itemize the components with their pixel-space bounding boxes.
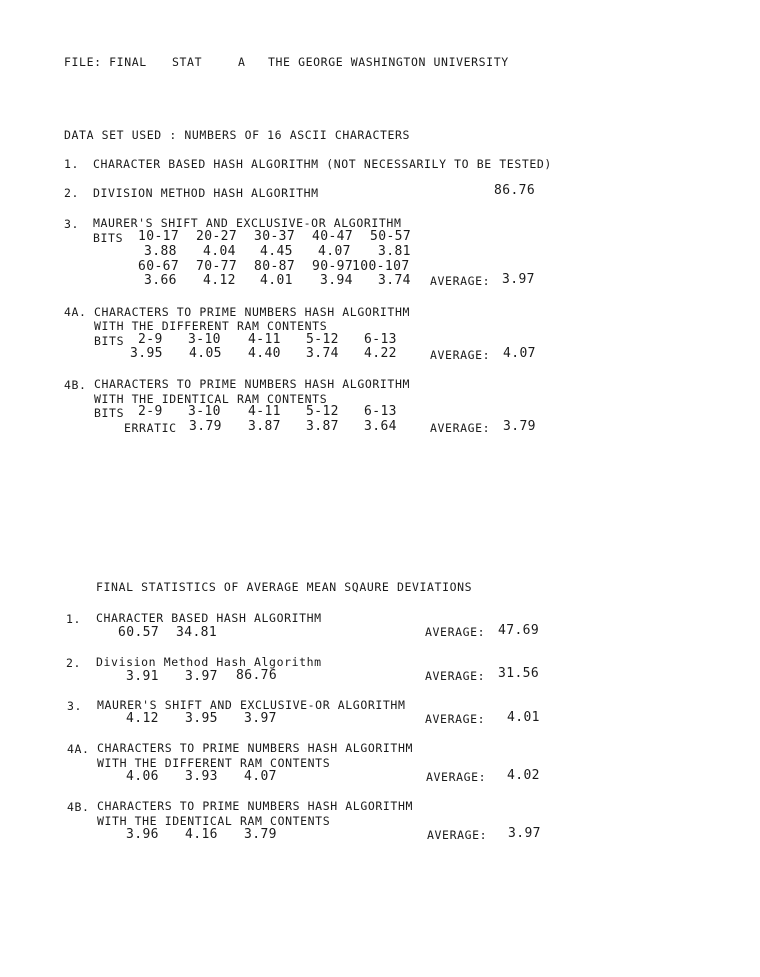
s4a-bits-label: BITS: [94, 334, 125, 348]
s1-number: 1.: [64, 157, 80, 171]
f4a-value: 4.06: [126, 769, 159, 784]
s3-value-cell: 4.12: [203, 273, 236, 288]
s4a-value-cell: 3.95: [130, 346, 163, 361]
f2-average-label: AVERAGE:: [425, 669, 486, 683]
f1-average-value: 47.69: [498, 623, 540, 638]
s3-value-cell: 4.01: [260, 273, 293, 288]
s4b-average-value: 3.79: [503, 419, 536, 434]
s4b-bits-label: BITS: [94, 406, 125, 420]
s4a-bits-cell: 3-10: [188, 332, 221, 347]
s4a-value-cell: 4.40: [248, 346, 281, 361]
final-stats-title: FINAL STATISTICS OF AVERAGE MEAN SQAURE DEVIATIONS: [96, 580, 473, 594]
s3-value-cell: 3.81: [378, 244, 411, 259]
f2-average-value: 31.56: [498, 666, 540, 681]
s4a-bits-cell: 6-13: [364, 332, 397, 347]
s3-bits-cell: 50-57: [370, 229, 412, 244]
s3-value-cell: 4.45: [260, 244, 293, 259]
s4b-bits-cell: 2-9: [138, 404, 163, 419]
f4b-value: 4.16: [185, 827, 218, 842]
s3-bits-cell: 10-17: [138, 229, 180, 244]
f2-number: 2.: [66, 656, 82, 670]
dataset-line: DATA SET USED : NUMBERS OF 16 ASCII CHARACTERS: [64, 128, 411, 142]
s4a-title-line2: WITH THE DIFFERENT RAM CONTENTS: [94, 319, 328, 333]
s4a-value-cell: 4.22: [364, 346, 397, 361]
section-letter: A: [238, 55, 246, 69]
f2-value: 86.76: [236, 668, 278, 683]
f4b-value: 3.96: [126, 827, 159, 842]
s4b-value-cell: 3.87: [248, 419, 281, 434]
s4b-number: 4B.: [64, 378, 87, 392]
s4b-bits-cell: 3-10: [188, 404, 221, 419]
file-label: FILE: FINAL: [64, 55, 147, 69]
s4b-value-cell: 3.79: [189, 419, 222, 434]
s4b-average-label: AVERAGE:: [430, 421, 491, 435]
f4b-title-line2: WITH THE IDENTICAL RAM CONTENTS: [97, 814, 331, 828]
s3-bits-label: BITS: [93, 231, 124, 245]
s3-value-cell: 3.66: [144, 273, 177, 288]
s4a-value-cell: 4.05: [189, 346, 222, 361]
s4a-title-line1: CHARACTERS TO PRIME NUMBERS HASH ALGORITHM: [94, 305, 410, 319]
university-name: THE GEORGE WASHINGTON UNIVERSITY: [268, 55, 509, 69]
f3-value: 3.95: [185, 711, 218, 726]
f4a-average-label: AVERAGE:: [426, 770, 487, 784]
f1-value: 34.81: [176, 625, 218, 640]
s3-value-cell: 3.88: [144, 244, 177, 259]
s4a-number: 4A.: [64, 305, 87, 319]
f2-title: Division Method Hash Algorithm: [96, 655, 322, 669]
f4b-number: 4B.: [67, 800, 90, 814]
s4b-bits-cell: 5-12: [306, 404, 339, 419]
s4b-title-line2: WITH THE IDENTICAL RAM CONTENTS: [94, 392, 328, 406]
s3-value-cell: 4.04: [203, 244, 236, 259]
s3-bits-cell: 70-77: [196, 259, 238, 274]
s4b-title-line1: CHARACTERS TO PRIME NUMBERS HASH ALGORITHM: [94, 377, 410, 391]
s2-number: 2.: [64, 186, 80, 200]
f4b-average-label: AVERAGE:: [427, 828, 488, 842]
s4a-average-value: 4.07: [503, 346, 536, 361]
s3-bits-cell: 100-107: [352, 259, 410, 274]
f3-average-value: 4.01: [507, 710, 540, 725]
s1-title: CHARACTER BASED HASH ALGORITHM (NOT NECESSARILY TO BE TESTED): [93, 157, 552, 171]
s3-bits-cell: 40-47: [312, 229, 354, 244]
s4b-bits-cell: 4-11: [248, 404, 281, 419]
s4b-value-cell: 3.64: [364, 419, 397, 434]
s3-title: MAURER'S SHIFT AND EXCLUSIVE-OR ALGORITHM: [93, 216, 402, 230]
f4a-title-line2: WITH THE DIFFERENT RAM CONTENTS: [97, 756, 331, 770]
s3-value-cell: 3.74: [378, 273, 411, 288]
f4a-number: 4A.: [67, 742, 90, 756]
s3-value-cell: 3.94: [320, 273, 353, 288]
s4b-bits-cell: 6-13: [364, 404, 397, 419]
s3-bits-cell: 80-87: [254, 259, 296, 274]
f3-value: 3.97: [244, 711, 277, 726]
s3-average-value: 3.97: [502, 272, 535, 287]
f3-value: 4.12: [126, 711, 159, 726]
f3-average-label: AVERAGE:: [425, 712, 486, 726]
s4a-average-label: AVERAGE:: [430, 348, 491, 362]
f1-title: CHARACTER BASED HASH ALGORITHM: [96, 611, 322, 625]
s2-value: 86.76: [494, 183, 536, 198]
s3-bits-cell: 20-27: [196, 229, 238, 244]
s2-title: DIVISION METHOD HASH ALGORITHM: [93, 186, 319, 200]
f1-value: 60.57: [118, 625, 160, 640]
s3-average-label: AVERAGE:: [430, 274, 491, 288]
s4b-value-cell: ERRATIC: [124, 421, 177, 435]
s4a-bits-cell: 5-12: [306, 332, 339, 347]
s3-bits-cell: 90-97: [312, 259, 354, 274]
f2-value: 3.91: [126, 669, 159, 684]
f4b-value: 3.79: [244, 827, 277, 842]
stat-label: STAT: [172, 55, 203, 69]
f3-title: MAURER'S SHIFT AND EXCLUSIVE-OR ALGORITHM: [97, 698, 406, 712]
f4b-title-line1: CHARACTERS TO PRIME NUMBERS HASH ALGORITHM: [97, 799, 413, 813]
s4a-bits-cell: 2-9: [138, 332, 163, 347]
f4b-average-value: 3.97: [508, 826, 541, 841]
f3-number: 3.: [67, 699, 83, 713]
s3-bits-cell: 30-37: [254, 229, 296, 244]
f4a-average-value: 4.02: [507, 768, 540, 783]
s4a-value-cell: 3.74: [306, 346, 339, 361]
f4a-title-line1: CHARACTERS TO PRIME NUMBERS HASH ALGORITHM: [97, 741, 413, 755]
f1-number: 1.: [66, 612, 82, 626]
s3-bits-cell: 60-67: [138, 259, 180, 274]
s4a-bits-cell: 4-11: [248, 332, 281, 347]
f4a-value: 3.93: [185, 769, 218, 784]
s3-number: 3.: [64, 217, 80, 231]
s4b-value-cell: 3.87: [306, 419, 339, 434]
s3-value-cell: 4.07: [318, 244, 351, 259]
f2-value: 3.97: [185, 669, 218, 684]
f4a-value: 4.07: [244, 769, 277, 784]
f1-average-label: AVERAGE:: [425, 625, 486, 639]
